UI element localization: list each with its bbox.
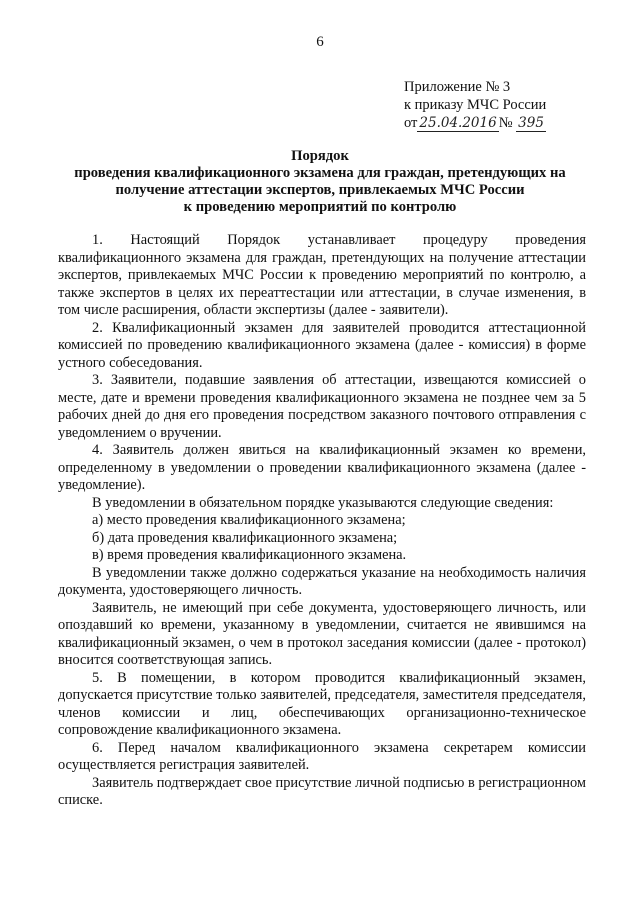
list-item-a: а) место проведения квалификационного экзамена; — [92, 512, 406, 528]
paragraph-3: 3. Заявители, подавшие заявления об аттестации, извещаются комиссией о месте, дате и времени проведения квалификационного экзамена не позднее чем за 5 рабочих дней до дня его проведения посредством заказного почтового отправления с уведомлением о вручении. — [58, 372, 586, 441]
paragraph-6: 6. Перед началом квалификационного экзамена секретарем комиссии осуществляется регистрация заявителей. — [58, 739, 586, 773]
paragraph-signature: Заявитель подтверждает свое присутствие личной подписью в регистрационном списке. — [58, 774, 586, 808]
paragraph-absence: Заявитель, не имеющий при себе документа, удостоверяющего личность, или опоздавший ко времени, указанному в уведомлении, считается не явившимся на квалификационный экзамен, о чем в протокол заседания комиссии (далее - протокол) вносится соответствующая запись. — [58, 599, 586, 668]
document-title — [54, 148, 586, 216]
handwritten-date: 25.04.2016 — [419, 115, 497, 131]
title-line-1: Порядок — [291, 148, 349, 164]
number-prefix: № — [498, 115, 513, 131]
appendix-title: Приложение № 3 — [404, 79, 511, 95]
title-line-4: к проведению мероприятий по контролю — [183, 199, 457, 215]
paragraph-notice-intro: В уведомлении в обязательном порядке указываются следующие сведения: — [92, 494, 554, 511]
appendix-order-ref: к приказу МЧС России — [404, 97, 547, 113]
document-body — [58, 232, 586, 810]
paragraph-2: 2. Квалификационный экзамен для заявителей проводится аттестационной комиссией по проведению квалификационного экзамена (далее - комиссия) в форме устного собеседования. — [58, 319, 586, 371]
date-prefix: от — [404, 115, 418, 131]
paragraph-4: 4. Заявитель должен явиться на квалификационный экзамен ко времени, определенному в уведомлении о проведении квалификационного экзамена (далее - уведомление). — [58, 442, 586, 493]
paragraph-1: 1. Настоящий Порядок устанавливает процедуру проведения квалификационного экзамена для граждан, претендующих на получение аттестации экспертов, привлекаемых МЧС России к проведению мероприятий по контролю, а также экспертов в целях их переаттестации или аттестации, в случае изменения, в том числе расширения, области экспертизы (далее - заявители). — [58, 232, 586, 318]
paragraph-5: 5. В помещении, в котором проводится квалификационный экзамен, допускается присутствие только заявителей, председателя, заместителя председателя, членов комиссии и лиц, обеспечивающих организационно-техническое сопровождение квалификационного экзамена. — [58, 669, 586, 738]
appendix-block — [404, 78, 546, 132]
appendix-date-line — [404, 114, 546, 132]
list-item-c: в) время проведения квалификационного экзамена. — [92, 547, 407, 563]
paragraph-id-document: В уведомлении также должно содержаться указание на необходимость наличия документа, удостоверяющего личность. — [58, 564, 586, 598]
page-number: 6 — [316, 34, 324, 50]
title-line-2: проведения квалификационного экзамена для граждан, претендующих на — [74, 165, 566, 181]
list-item-b: б) дата проведения квалификационного экзамена; — [92, 529, 398, 546]
handwritten-number: 395 — [518, 115, 544, 131]
title-line-3: получение аттестации экспертов, привлекаемых МЧС России — [115, 182, 525, 198]
